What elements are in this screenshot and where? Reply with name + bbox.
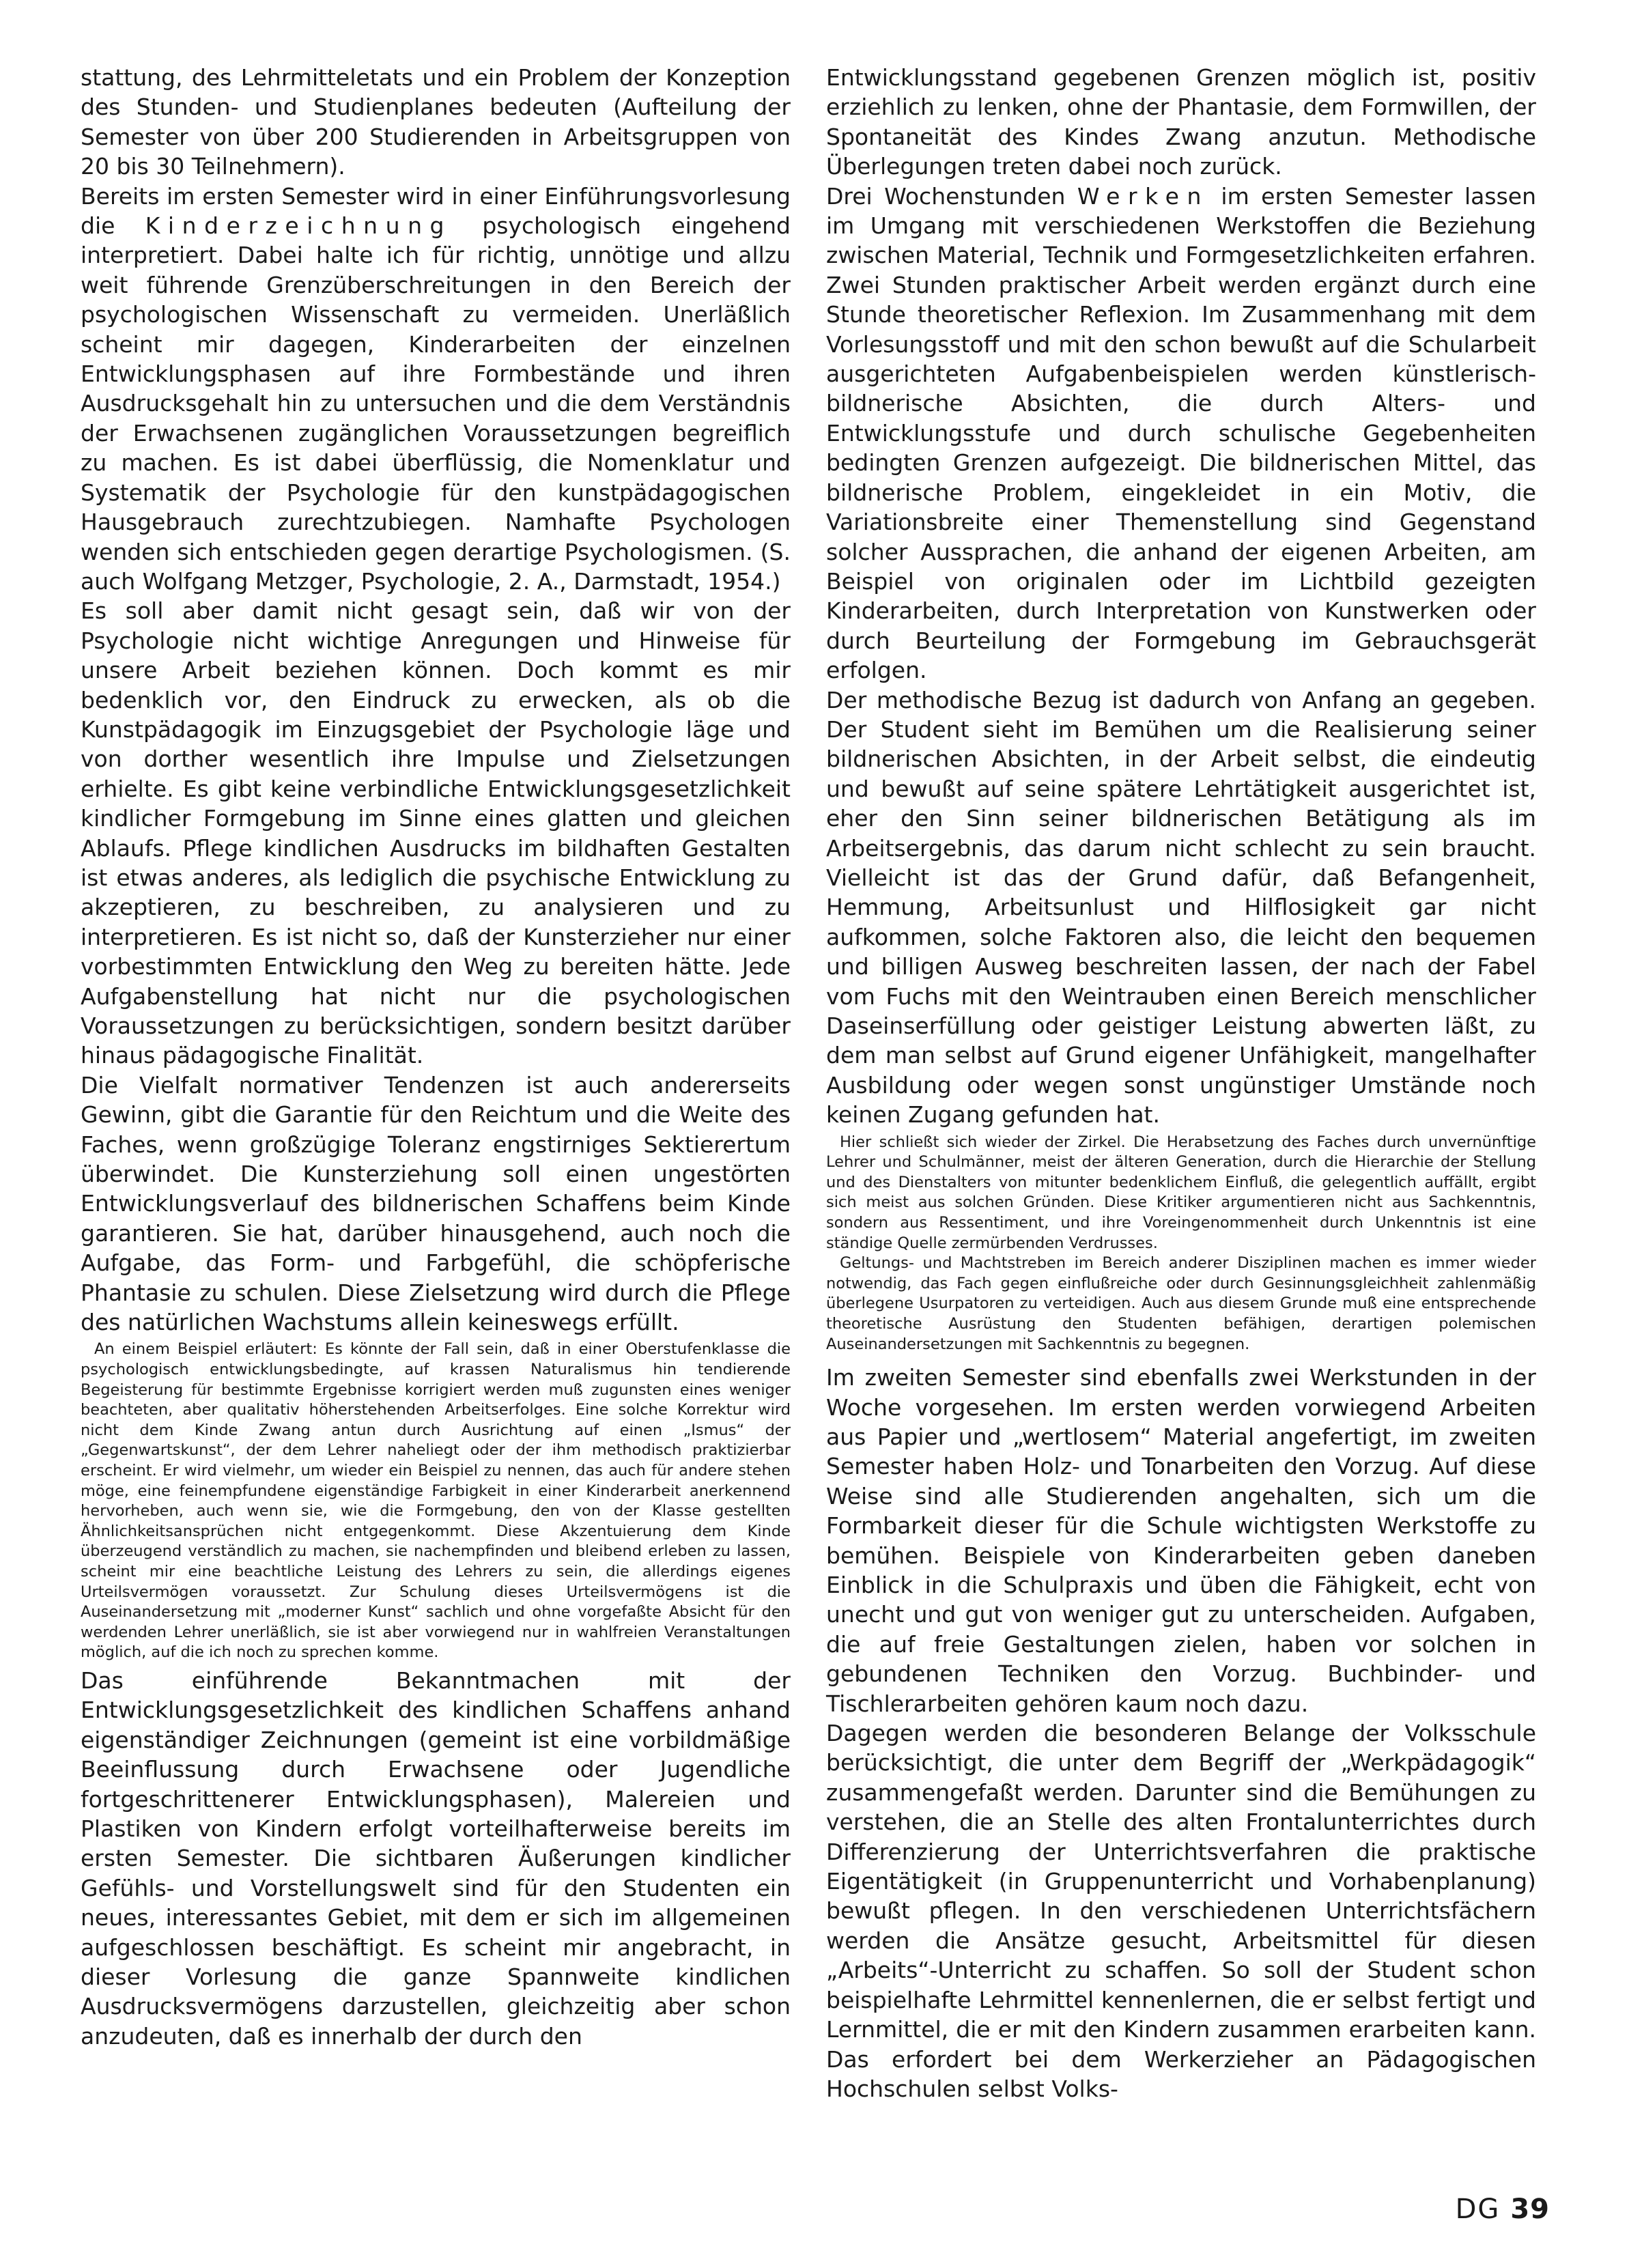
- page-number: 39: [1510, 2194, 1550, 2225]
- paragraph-9: Im zweiten Semester sind ebenfalls zwei Werkstunden in der Woche vorgesehen. Im ersten werden vorwiegend Arbeiten aus Papier und „wertlosem“ Material angefertigt, im zweiten Semester haben Holz- und Tonarbeiten den Vorzug. Auf diese Weise sind alle Studierenden angehalten, sich um die Formbarkeit dieser für die Schule wichtigsten Werkstoffe zu bemühen. Beispiele von Kinderarbeiten geben daneben Einblick in die Schulpraxis und üben die Fähigkeit, echt von unecht und gut von weniger gut zu unterscheiden. Aufgaben, die auf freie Gestaltungen zielen, haben vor solchen in gebundenen Techniken den Vorzug. Buchbinder- und Tischlerarbeiten gehören kaum noch dazu.: [826, 1364, 1536, 1717]
- page-folio: [1456, 2194, 1550, 2225]
- paragraph-8: Der methodische Bezug ist dadurch von Anfang an gegeben. Der Student sieht im Bemühen um die Realisierung seiner bildnerischen Absichten, in der Arbeit selbst, die eindeutig und bewußt auf seine spätere Lehrtätigkeit ausgerichtet ist, eher den Sinn seiner bildnerischen Betätigung als im Arbeitsergebnis, das darum nicht schlecht zu sein braucht. Vielleicht ist das der Grund dafür, daß Befangenheit, Hemmung, Arbeitsunlust und Hilflosigkeit gar nicht aufkommen, solche Faktoren also, die leicht den bequemen und billigen Ausweg beschreiten lassen, der nach der Fabel vom Fuchs mit den Weintrauben einen Bereich menschlicher Daseinserfüllung oder geistiger Leistung abwerten läßt, zu dem man selbst auf Grund eigener Unfähigkeit, mangelhafter Ausbildung oder wegen sonst ungünstiger Umstände noch keinen Zugang gefunden hat.: [826, 686, 1536, 1129]
- left-column: [81, 63, 791, 2051]
- note-paragraph-3: Geltungs- und Machtstreben im Bereich anderer Disziplinen machen es immer wieder notwendig, das Fach gegen einflußreiche oder durch Gesinnungsgleichheit zahlenmäßig überlegene Usurpatoren zu verteidigen. Auch aus diesem Grunde muß eine entsprechende theoretische Ausrüstung den Studenten befähigen, derartigen polemischen Auseinandersetzungen mit Sachkenntnis zu begegnen.: [826, 1254, 1536, 1353]
- right-column: [826, 63, 1536, 2103]
- paragraph-10: Dagegen werden die besonderen Belange der Volksschule berücksichtigt, die unter dem Begriff der „Werkpädagogik“ zusammengefaßt werden. Darunter sind die Bemühungen zu verstehen, die an Stelle des alten Frontalunterrichtes durch Differenzierung der Unterrichtsverfahren die praktische Eigentätigkeit (in Gruppenunterricht und Vorhabenplanung) bewußt pflegen. In den verschiedenen Unterrichtsfächern werden die Ansätze gesucht, Arbeitsmittel für diesen „Arbeits“-Unterricht zu schaffen. So soll der Student schon beispielhafte Lehrmittel kennenlernen, die er selbst fertigt und Lernmittel, die er mit den Kindern zusammen erarbeiten kann. Das erfordert bei dem Werkerzieher an Pädagogischen Hochschulen selbst Volks-: [826, 1720, 1536, 2102]
- paragraph-1: stattung, des Lehrmitteletats und ein Problem der Konzeption des Stunden- und Studienplanes bedeuten (Aufteilung der Semester von über 200 Studierenden in Arbeitsgruppen von 20 bis 30 Teilnehmern).: [81, 64, 791, 180]
- note-paragraph-1: An einem Beispiel erläutert: Es könnte der Fall sein, daß in einer Oberstufenklasse die psychologisch entwicklungsbedingte, auf krassen Naturalismus hin tendierende Begeisterung für bestimmte Ergebnisse korrigiert werden muß zugunsten eines weniger beachteten, aber qualitativ höherstehenden Arbeitserfolges. Eine solche Korrektur wird nicht dem Kinde Zwang antun durch Ausrichtung auf einen „Ismus“ der „Gegenwartskunst“, der dem Lehrer naheliegt oder der ihm methodisch praktizierbar erscheint. Er wird vielmehr, um wieder ein Beispiel zu nennen, das auch für andere stehen möge, eine feinempfundene eigenständige Farbigkeit in einer Kinderarbeit anerkennend hervorheben, auch wenn sie, wie die Formgebung, den von der Klasse gestellten Ähnlichkeitsansprüchen nicht entgegenkommt. Diese Akzentuierung dem Kinde überzeugend verständlich zu machen, sie nachempfinden und bleibend erleben zu lassen, scheint mir eine beachtliche Leistung des Lehrers zu sein, die allerdings eigenes Urteilsvermögen voraussetzt. Zur Schulung dieses Urteilsvermögens ist die Auseinandersetzung mit „moderner Kunst“ sachlich und ohne vorgefaßte Absicht für den werdenden Lehrer unerläßlich, sie ist aber vorwiegend nur in wahlfreien Veranstaltungen möglich, auf die ich noch zu sprechen komme.: [81, 1340, 791, 1662]
- paragraph-5: Das einführende Bekanntmachen mit der Entwicklungsgesetzlichkeit des kindlichen Schaffens anhand eigenständiger Zeichnungen (gemeint ist eine vorbildmäßige Beeinflussung durch Erwachsene oder Jugendliche fortgeschrittenerer Entwicklungsphasen), Malereien und Plastiken von Kindern erfolgt vorteilhafterweise bereits im ersten Semester. Die sichtbaren Äußerungen kindlicher Gefühls- und Vorstellungswelt sind für den Studenten ein neues, interessantes Gebiet, mit dem er sich im allgemeinen aufgeschlossen beschäftigt. Es scheint mir angebracht, in dieser Vorlesung die ganze Spannweite kindlichen Ausdrucksvermögens darzustellen, gleichzeitig aber schon anzudeuten, daß es innerhalb der durch den: [81, 1667, 791, 2050]
- spaced-term: Werken: [1077, 182, 1209, 210]
- journal-abbrev: DG: [1455, 2194, 1501, 2225]
- note-paragraph-2: Hier schließt sich wieder der Zirkel. Die Herabsetzung des Faches durch unvernünftige Lehrer und Schulmänner, meist der älteren Generation, durch die Hierarchie der Stellung und des Dienstalters von mitunter bedenklichem Einfluß, die gelegentlich auffällt, ergibt sich meist aus solchen Gründen. Diese Kritiker argumentieren nicht aus Sachkenntnis, sondern aus Ressentiment, und ihre Voreingenommenheit durch Unkenntnis ist eine ständige Quelle zermürbenden Verdrusses.: [826, 1133, 1536, 1252]
- paragraph-3: Es soll aber damit nicht gesagt sein, daß wir von der Psychologie nicht wichtige Anregungen und Hinweise für unsere Arbeit beziehen können. Doch kommt es mir bedenklich vor, den Eindruck zu erwecken, als ob die Kunstpädagogik im Einzugsgebiet der Psychologie läge und von dorther wesentlich ihre Impulse und Zielsetzungen erhielte. Es gibt keine verbindliche Entwicklungsgesetzlichkeit kindlicher Formgebung im Sinne eines glatten und gleichen Ablaufs. Pflege kindlichen Ausdrucks im bildhaften Gestalten ist etwas anderes, als lediglich die psychische Entwicklung zu akzeptieren, zu beschreiben, zu analysieren und zu interpretieren. Es ist nicht so, daß der Kunsterzieher nur einer vorbestimmten Entwicklung den Weg zu bereiten hätte. Jede Aufgabenstellung hat nicht nur die psychologischen Voraussetzungen zu berücksichtigen, sondern besitzt darüber hinaus pädagogische Finalität.: [81, 597, 791, 1069]
- paragraph-4: Die Vielfalt normativer Tendenzen ist auch andererseits Gewinn, gibt die Garantie für den Reichtum und die Weite des Faches, wenn großzügige Toleranz engstirniges Sektierertum überwindet. Die Kunsterziehung soll einen ungestörten Entwicklungsverlauf des bildnerischen Schaffens beim Kinde garantieren. Sie hat, darüber hinausgehend, auch noch die Aufgabe, das Form- und Farbgefühl, die schöpferische Phantasie zu schulen. Diese Zielsetzung wird durch die Pflege des natürlichen Wachstums allein keineswegs erfüllt.: [81, 1071, 791, 1336]
- paragraph-7: Drei Wochenstunden Werken im ersten Semester lassen im Umgang mit verschiedenen Werkstoffen die Beziehung zwischen Material, Technik und Formgesetzlichkeiten erfahren. Zwei Stunden praktischer Arbeit werden ergänzt durch eine Stunde theoretischer Reflexion. Im Zusammenhang mit dem Vorlesungsstoff und mit den schon bewußt auf die Schularbeit ausgerichteten Aufgabenbeispielen werden künstlerisch-bildnerische Absichten, die durch Alters- und Entwicklungsstufe und durch schulische Gegebenheiten bedingten Grenzen aufgezeigt. Die bildnerischen Mittel, das bildnerische Problem, eingekleidet in ein Motiv, die Variationsbreite einer Themenstellung sind Gegenstand solcher Aussprachen, die anhand der eigenen Arbeiten, am Beispiel von originalen oder im Lichtbild gezeigten Kinderarbeiten, durch Interpretation von Kunstwerken oder durch Beurteilung der Formgebung im Gebrauchsgerät erfolgen.: [826, 182, 1536, 684]
- paragraph-6: Entwicklungsstand gegebenen Grenzen möglich ist, positiv erziehlich zu lenken, ohne der Phantasie, dem Formwillen, der Spontaneität des Kindes Zwang anzutun. Methodische Überlegungen treten dabei noch zurück.: [826, 64, 1536, 180]
- spaced-term: Kinderzeichnung: [145, 212, 453, 240]
- paragraph-2: Bereits im ersten Semester wird in einer Einführungsvorlesung die Kinderzeichnung psychologisch eingehend interpretiert. Dabei halte ich für richtig, unnötige und allzu weit führende Grenzüberschreitungen in den Bereich der psychologischen Wissenschaft zu vermeiden. Unerläßlich scheint mir dagegen, Kinderarbeiten der einzelnen Entwicklungsphasen auf ihre Formbestände und ihren Ausdrucksgehalt hin zu untersuchen und die dem Verständnis der Erwachsenen zugänglichen Voraussetzungen begreiflich zu machen. Es ist dabei überflüssig, die Nomenklatur und Systematik der Psychologie für den kunstpädagogischen Hausgebrauch zurechtzubiegen. Namhafte Psychologen wenden sich entschieden gegen derartige Psychologismen. (S. auch Wolfgang Metzger, Psychologie, 2. A., Darmstadt, 1954.): [81, 182, 791, 595]
